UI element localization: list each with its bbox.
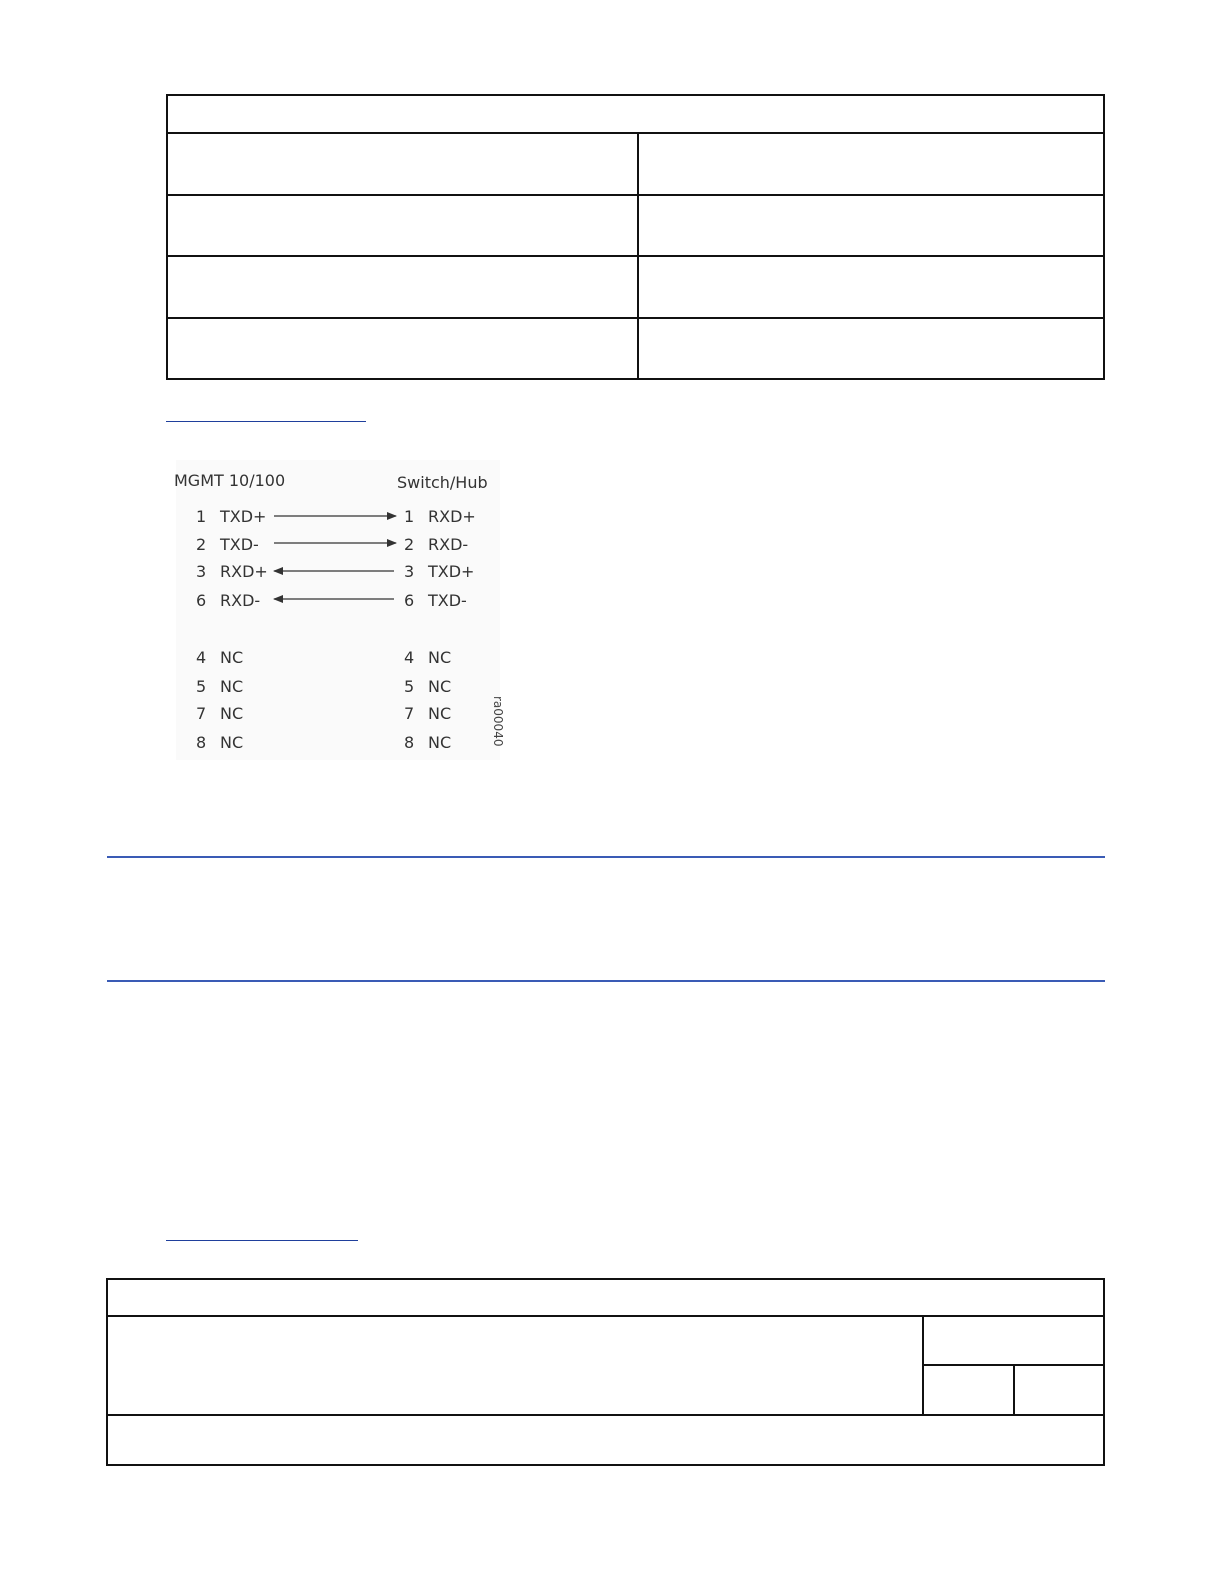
- left-pin: 3: [196, 562, 207, 581]
- right-pin: 8: [404, 733, 415, 752]
- right-pin: 1: [404, 507, 415, 526]
- right-signal: NC: [428, 704, 452, 723]
- table-cell: [638, 195, 1104, 257]
- table-cell: [167, 195, 638, 257]
- section-divider: [107, 980, 1105, 982]
- specifications-table: [106, 1278, 1105, 1466]
- right-pin: 7: [404, 704, 415, 723]
- pinout-table: [166, 94, 1105, 380]
- right-signal: TXD-: [428, 591, 467, 610]
- right-signal: TXD+: [428, 562, 475, 581]
- right-signal: NC: [428, 648, 452, 667]
- right-signal: RXD+: [428, 507, 476, 526]
- table-column-rule: [922, 1315, 924, 1416]
- right-pin: 3: [404, 562, 415, 581]
- table-cell: [638, 318, 1104, 380]
- left-pin: 7: [196, 704, 207, 723]
- right-pin: 4: [404, 648, 415, 667]
- table-column-rule: [1013, 1364, 1015, 1416]
- right-pin: 6: [404, 591, 415, 610]
- figure-link-underline[interactable]: [166, 421, 366, 422]
- left-signal: RXD-: [220, 591, 261, 610]
- right-pin: 5: [404, 677, 415, 696]
- left-signal: NC: [220, 648, 244, 667]
- left-pin: 8: [196, 733, 207, 752]
- section-divider: [107, 856, 1105, 858]
- table-header-cell: [167, 95, 1104, 133]
- table-cell: [638, 133, 1104, 195]
- table-border: [106, 1278, 1105, 1466]
- table-cell: [167, 256, 638, 318]
- figure-id-label: ra00040: [491, 696, 505, 747]
- left-pin: 5: [196, 677, 207, 696]
- right-signal: NC: [428, 733, 452, 752]
- left-pin: 1: [196, 507, 207, 526]
- switch-hub-label: Switch/Hub: [397, 473, 488, 492]
- left-pin: 2: [196, 535, 207, 554]
- right-signal: NC: [428, 677, 452, 696]
- left-signal: NC: [220, 677, 244, 696]
- left-signal: TXD-: [220, 535, 259, 554]
- left-signal: NC: [220, 733, 244, 752]
- right-signal: RXD-: [428, 535, 469, 554]
- table-rule: [106, 1414, 1105, 1416]
- table-cell: [638, 256, 1104, 318]
- mgmt-port-label: MGMT 10/100: [174, 471, 286, 490]
- left-pin: 6: [196, 591, 207, 610]
- left-signal: RXD+: [220, 562, 268, 581]
- left-signal: NC: [220, 704, 244, 723]
- table-cell: [167, 133, 638, 195]
- table-cell: [167, 318, 638, 380]
- left-pin: 4: [196, 648, 207, 667]
- table-rule: [106, 1315, 1105, 1317]
- table-link-underline[interactable]: [166, 1240, 358, 1241]
- left-signal: TXD+: [220, 507, 267, 526]
- cable-pinout-figure: [174, 460, 505, 760]
- right-pin: 2: [404, 535, 415, 554]
